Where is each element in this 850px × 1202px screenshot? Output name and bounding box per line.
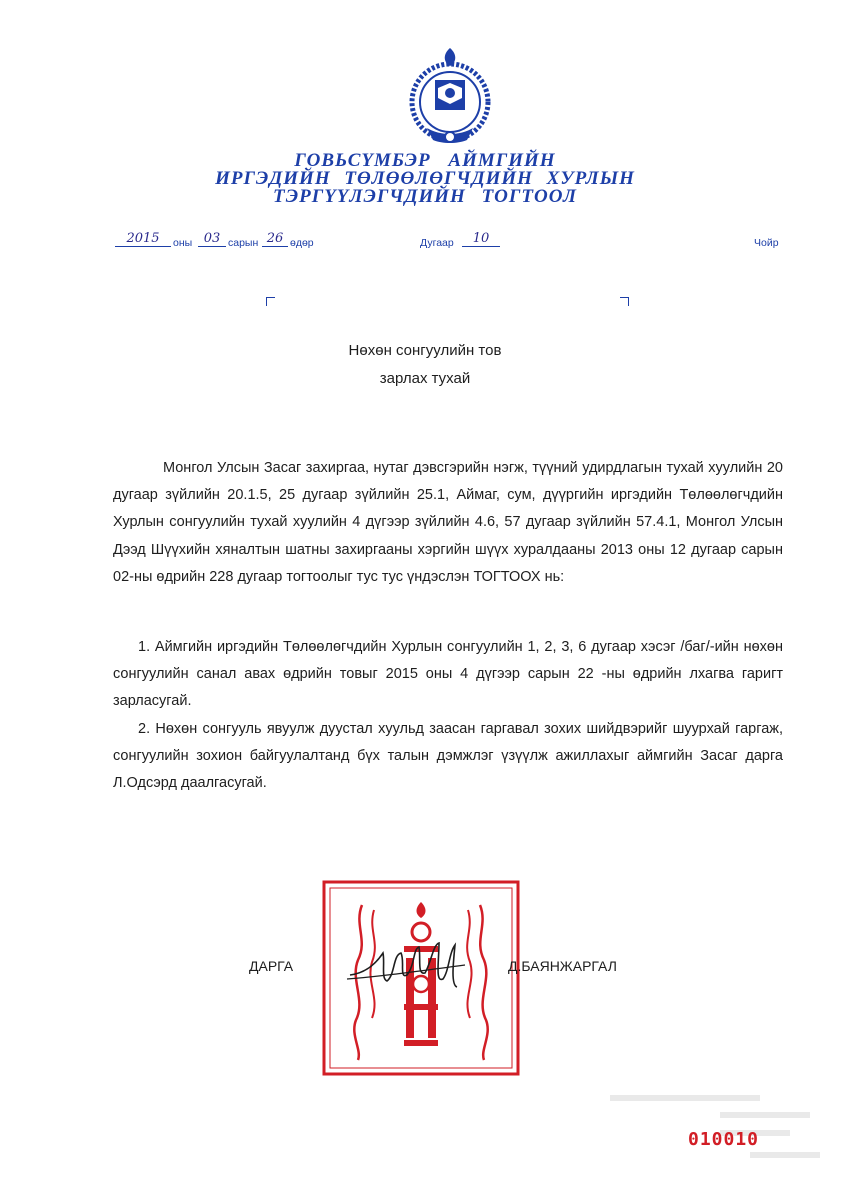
date-day: 26 — [262, 232, 288, 247]
handwritten-signature — [345, 935, 470, 995]
date-month: 03 — [198, 232, 226, 247]
state-emblem-icon — [405, 40, 495, 150]
issuer-line-2: ИРГЭДИЙН ТӨЛӨӨЛӨГЧДИЙН ХУРЛЫН — [215, 168, 635, 189]
month-suffix: сарын — [228, 237, 259, 249]
document-number: 10 — [462, 232, 500, 247]
resolution-item-1: 1. Аймгийн иргэдийн Төлөөлөгчдийн Хурлын сонгуулийн 1, 2, 3, 6 дугаар хэсэг /баг/-ийн нөхөн сонгуулийн санал авах өдрийн товыг 2015 оны 4 дүгээр сарын 22 -ны өдрийн лхагва гаригт зарласугай. — [113, 639, 783, 710]
resolution-item-2: 2. Нөхөн сонгууль явуулж дуустал хуульд заасан гаргавал зохих шийдвэрийг шуурхай гаргаж, сонгуулийн зохион байгуулалтанд бүх талын дэмжлэг үзүүлж ажиллахыг аймгийн Засаг дарга Л.Одсэрд даалгасугай. — [113, 721, 783, 792]
date-year: 2015 — [115, 232, 171, 247]
issuer-line-1: ГОВЬСҮМБЭР АЙМГИЙН — [294, 150, 556, 171]
signatory-role: ДАРГА — [249, 958, 294, 974]
year-suffix: оны — [173, 237, 193, 249]
document-type: ТЭРГҮҮЛЭГЧДИЙН ТОГТООЛ — [273, 186, 577, 207]
title-line-2: зарлах тухай — [379, 370, 471, 387]
day-suffix: өдөр — [290, 237, 314, 249]
number-label: Дугаар — [420, 237, 454, 249]
title-line-1: Нөхөн сонгуулийн тов — [348, 342, 502, 359]
corner-mark-right — [620, 297, 629, 306]
serial-number: 010010 — [688, 1129, 760, 1150]
signatory-name: Д.БАЯНЖАРГАЛ — [508, 958, 617, 974]
place: Чойр — [754, 237, 779, 249]
corner-mark-left — [266, 297, 275, 306]
preamble-paragraph: Монгол Улсын Засаг захиргаа, нутаг дэвсгэрийн нэгж, түүний удирдлагын тухай хуулийн 20 дугаар зүйлийн 20.1.5, 25 дугаар зүйлийн 25.1, Аймаг, сум, дүүргийн иргэдийн Төлөөлөгчдийн Хурлын сонгуулийн тухай хуулийн 4 дүгээр зүйлийн 4.6, 57 дугаар зүйлийн 57.4.1, Монгол Улсын Дээд Шүүхийн хяналтын шатны захиргааны хэргийн шүүх хуралдааны 2013 оны 12 дугаар сарын 02-ны өдрийн 228 дугаар тогтоолыг тус тус үндэслэн ТОГТООХ нь: — [113, 460, 783, 585]
